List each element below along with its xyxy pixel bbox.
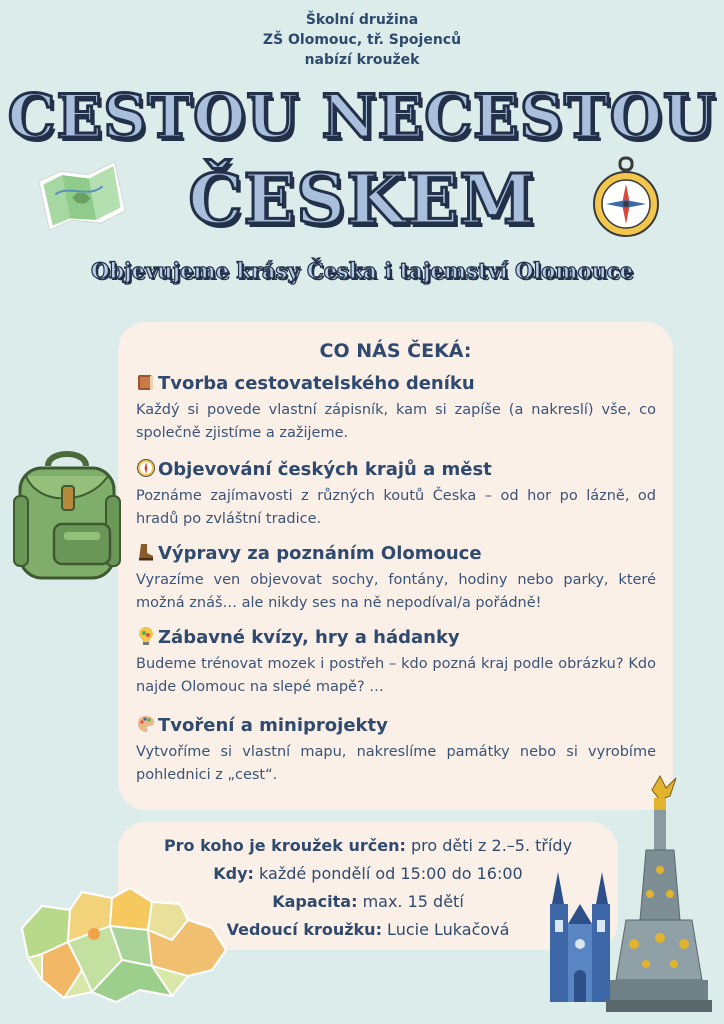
boot-icon — [136, 542, 156, 562]
header-line-1: Školní družina — [305, 12, 419, 28]
compass-icon — [136, 458, 156, 478]
czech-map-icon — [12, 880, 234, 1010]
item-text: Budeme trénovat mozek i postřeh – kdo pozná kraj podle obrázku? Kdo najde Olomouc na slepé mapě? … — [136, 656, 656, 695]
capacity-label: Kapacita: — [272, 892, 358, 911]
item-title: Výpravy za poznáním Olomouce — [158, 543, 482, 564]
program-item — [136, 372, 656, 445]
organizer-header — [0, 10, 724, 70]
program-card — [118, 322, 673, 810]
program-heading: CO NÁS ČEKÁ: — [319, 340, 472, 362]
item-title: Objevování českých krajů a měst — [158, 459, 492, 480]
compass-icon — [590, 156, 662, 240]
backpack-icon — [8, 446, 126, 582]
title-line-2: ČESKEM — [188, 160, 536, 240]
item-text: Vyrazíme ven objevovat sochy, fontány, hodiny nebo parky, které možná znáš… ale nikdy ses na ně nepodíval/a pořádně! — [136, 572, 656, 611]
when-label: Kdy: — [213, 864, 254, 883]
item-text: Vytvoříme si vlastní mapu, nakreslíme památky nebo si vyrobíme pohlednici z „cest“. — [136, 744, 656, 783]
item-title: Tvorba cestovatelského deníku — [158, 373, 475, 394]
leader-value: Lucie Lukačová — [381, 920, 510, 939]
header-line-2: ZŠ Olomouc, tř. Spojenců — [262, 32, 462, 48]
subtitle: Objevujeme krásy Česka i tajemství Olomouce — [91, 258, 633, 283]
when-value: každé pondělí od 15:00 do 16:00 — [253, 864, 523, 883]
program-item — [136, 542, 656, 615]
book-icon — [136, 372, 156, 392]
map-icon — [36, 160, 128, 232]
puzzle-icon — [136, 626, 156, 646]
audience-value: pro děti z 2.–5. třídy — [405, 836, 573, 855]
trinity-column-icon — [604, 770, 714, 1014]
palette-icon — [136, 714, 156, 734]
audience-label: Pro koho je kroužek určen: — [163, 836, 406, 855]
program-item — [136, 458, 656, 531]
program-item — [136, 714, 656, 787]
item-text: Poznáme zajímavosti z různých koutů Česka – od hor po lázně, od hradů po zvláštní tradice. — [136, 488, 656, 527]
program-item — [136, 626, 656, 699]
item-title: Tvoření a miniprojekty — [158, 715, 388, 736]
title-line-1: CESTOU NECESTOU — [7, 82, 717, 152]
item-title: Zábavné kvízy, hry a hádanky — [158, 627, 460, 648]
capacity-value: max. 15 dětí — [357, 892, 464, 911]
header-line-3: nabízí kroužek — [304, 52, 420, 68]
item-text: Každý si povede vlastní zápisník, kam si zapíše (a nakreslí) vše, co společně zjistíme a zažijeme. — [136, 402, 656, 441]
leader-label: Vedoucí kroužku: — [226, 920, 382, 939]
audience-line — [118, 836, 618, 855]
